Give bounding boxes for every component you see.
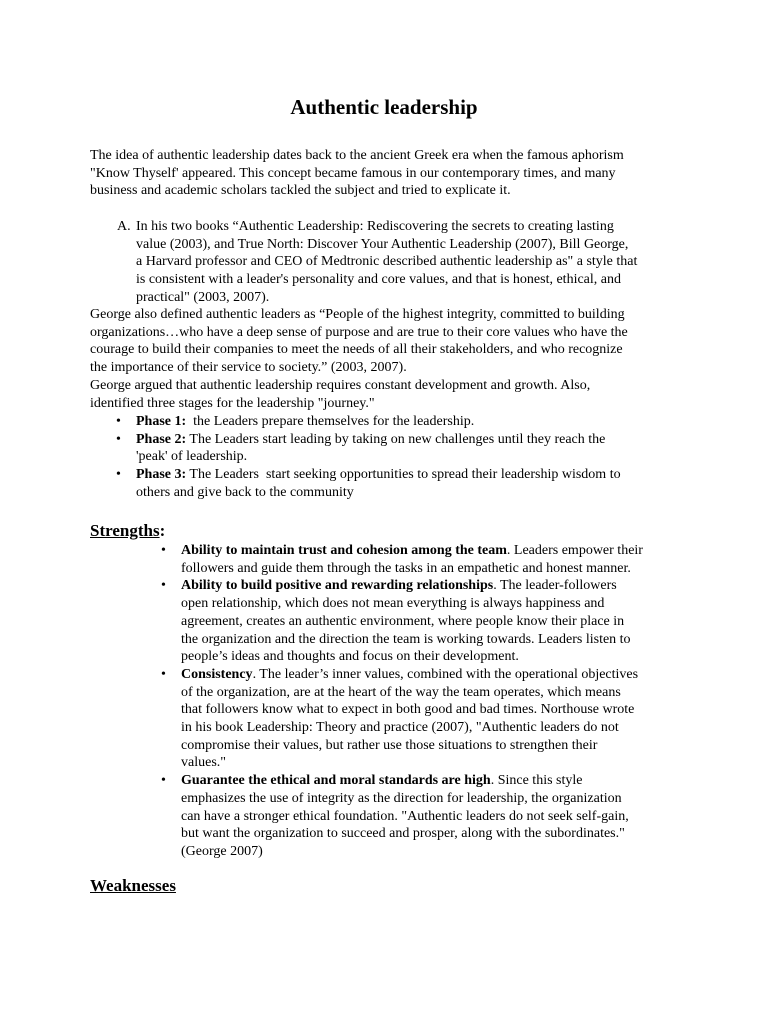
list-marker: A. (117, 219, 131, 234)
item-a-line: a Harvard professor and CEO of Medtronic described authentic leadership as" a style that (136, 254, 638, 270)
george-line: identified three stages for the leadership "journey." (90, 395, 375, 411)
phase-label: Phase 2: (136, 431, 187, 447)
strength-text: (George 2007) (181, 843, 263, 859)
strength-title: Ability to build positive and rewarding relationships (181, 578, 494, 594)
list-item (161, 542, 721, 577)
bullet-icon: • (161, 666, 166, 682)
list-item (116, 431, 716, 466)
weaknesses-heading: Weaknesses (90, 876, 176, 895)
strength-text: . Leaders empower their (506, 543, 643, 558)
strength-text: can have a stronger ethical foundation. "Authentic leaders do not seek self-gain, (181, 808, 629, 824)
strength-text: . Since this style (490, 773, 583, 789)
strength-text: that followers know what to expect in both good and bad times. Northouse wrote (181, 702, 635, 718)
bullet-icon: • (116, 414, 121, 429)
phase-text: the Leaders prepare themselves for the leadership. (186, 414, 475, 429)
strength-text: . The leader’s inner values, combined with the operational objectives (252, 666, 639, 682)
phase-label: Phase 1: (136, 414, 187, 429)
bullet-icon: • (161, 543, 166, 558)
strength-text: values." (181, 755, 226, 771)
intro-line: "Know Thyself' appeared. This concept became famous in our contemporary times, and many (90, 165, 616, 181)
george-line: George argued that authentic leadership requires constant development and growth. Also, (90, 377, 591, 393)
strength-text: compromise their values, but rather use those situations to strengthen their (181, 737, 598, 753)
strength-text: in his book Leadership: Theory and practice (2007), "Authentic leaders do not (181, 720, 619, 736)
strength-text: people’s ideas and thoughts and focus on their development. (181, 649, 519, 665)
strength-text: agreement, creates an authentic environment, where people know their place in (181, 613, 625, 629)
phase-text: 'peak' of leadership. (136, 449, 248, 465)
strength-title: Ability to maintain trust and cohesion among the team (181, 543, 507, 558)
strengths-list (161, 542, 721, 861)
intro-paragraph (90, 147, 700, 200)
item-a (117, 218, 707, 307)
document-title: Authentic leadership (290, 95, 478, 119)
item-a-line: value (2003), and True North: Discover Your Authentic Leadership (2007), Bill George, (136, 236, 629, 252)
list-item (161, 772, 721, 861)
strength-text: . The leader-followers (493, 578, 617, 594)
strength-text: followers and guide them through the tasks in an empathetic and honest manner. (181, 560, 631, 576)
list-item (161, 666, 721, 772)
strength-text: the organization and the direction the team is working towards. Leaders listen to (181, 631, 631, 647)
bullet-icon: • (116, 431, 121, 447)
george-line: the importance of their service to society.” (2003, 2007). (90, 360, 407, 376)
phase-label: Phase 3: (136, 467, 187, 483)
intro-line: business and academic scholars tackled the subject and tried to explicate it. (90, 183, 511, 199)
list-item (116, 413, 716, 431)
strength-title: Guarantee the ethical and moral standards are high (181, 773, 491, 789)
intro-line: The idea of authentic leadership dates back to the ancient Greek era when the famous aphorism (90, 148, 624, 163)
item-a-line: practical" (2003, 2007). (136, 289, 270, 305)
george-paragraph (90, 306, 700, 412)
item-a-line: is consistent with a leader's personality and core values, and that is honest, ethical, and (136, 272, 621, 288)
list-item (161, 577, 721, 666)
strengths-heading: Strengths: (90, 521, 166, 540)
list-item (116, 466, 716, 501)
bullet-icon: • (116, 467, 121, 483)
bullet-icon: • (161, 578, 166, 594)
strength-text: but want the organization to succeed and prosper, along with the subordinates." (181, 826, 625, 842)
george-line: courage to build their companies to meet the needs of all their stakeholders, and who recognize (90, 342, 623, 358)
strength-text: of the organization, are at the heart of the way the team operates, which means (181, 684, 621, 700)
phases-list (116, 413, 716, 502)
item-a-line: In his two books “Authentic Leadership: Rediscovering the secrets to creating lasting (136, 219, 614, 234)
strength-text: open relationship, which does not mean everything is always happiness and (181, 596, 605, 612)
george-line: organizations…who have a deep sense of purpose and are true to their core values who have the (90, 324, 628, 340)
phase-text: others and give back to the community (136, 484, 354, 500)
phase-text: The Leaders start leading by taking on new challenges until they reach the (186, 431, 606, 447)
phase-text: The Leaders start seeking opportunities to spread their leadership wisdom to (186, 467, 621, 483)
bullet-icon: • (161, 773, 166, 789)
strength-title: Consistency (181, 666, 253, 682)
strength-text: emphasizes the use of integrity as the direction for leadership, the organization (181, 790, 622, 806)
george-line: George also defined authentic leaders as “People of the highest integrity, committed to building (90, 307, 625, 322)
list-item (117, 218, 707, 307)
